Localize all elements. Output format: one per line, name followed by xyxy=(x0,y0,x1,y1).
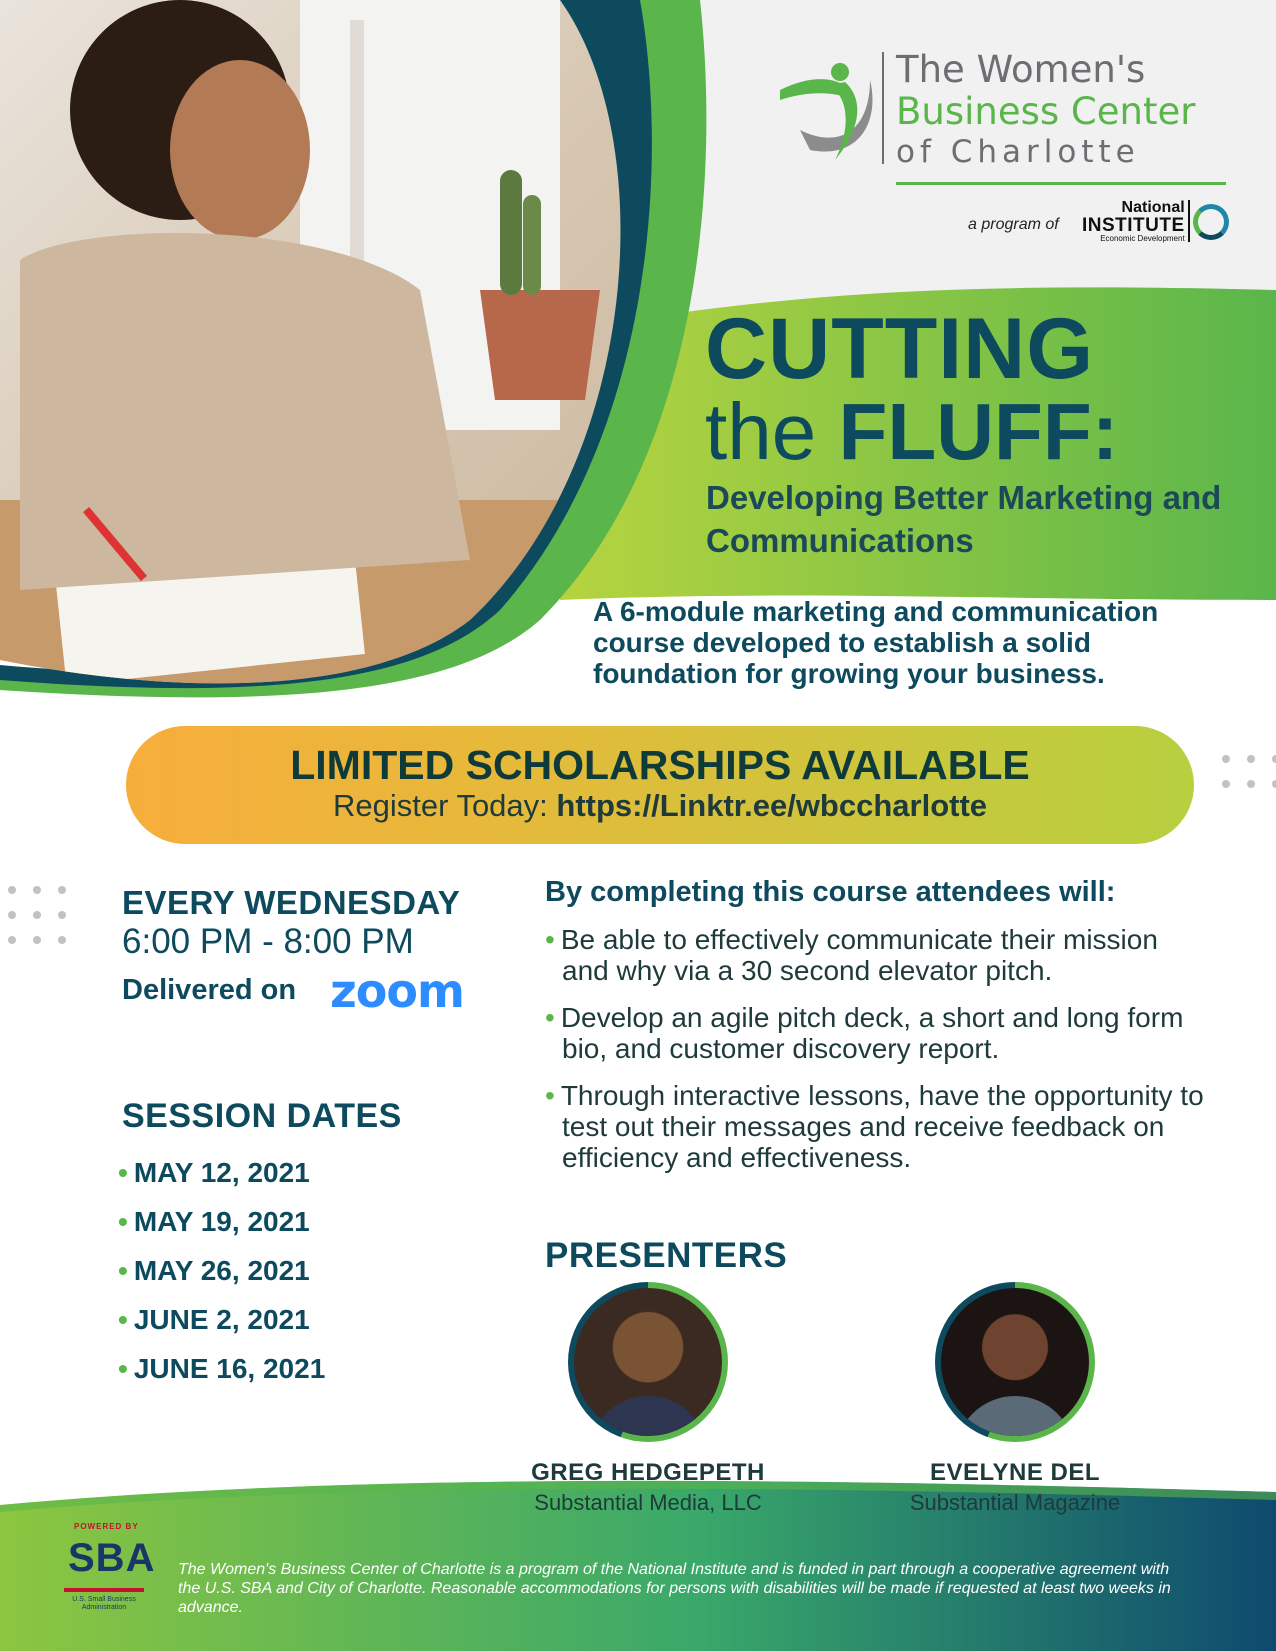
outcome-item: • Through interactive lessons, have the opportunity to test out their messages and receive feedback on efficiency and effectiveness. xyxy=(545,1080,1205,1173)
session-dates-heading: SESSION DATES xyxy=(122,1097,402,1135)
sba-mark: SBA xyxy=(68,1536,156,1580)
session-date: • JUNE 16, 2021 xyxy=(118,1344,325,1393)
logo-line-3: of Charlotte xyxy=(896,134,1140,170)
scholarship-banner xyxy=(126,726,1194,844)
presenter-name: GREG HEDGEPETH xyxy=(531,1459,765,1486)
logo-underline xyxy=(896,182,1226,185)
logo-divider xyxy=(882,52,884,164)
presenter-org: Substantial Media, LLC xyxy=(534,1490,762,1515)
presenter-photo-greg xyxy=(568,1282,728,1442)
scholarship-title: LIMITED SCHOLARSHIPS AVAILABLE xyxy=(290,742,1030,788)
logo-line-1: The Women's xyxy=(896,48,1146,91)
presenter-photo-evelyne xyxy=(935,1282,1095,1442)
zoom-logo: zoom xyxy=(330,964,464,1018)
program-of-label: a program of xyxy=(968,216,1059,233)
schedule-time: 6:00 PM - 8:00 PM xyxy=(122,922,414,961)
headline-subtitle: Developing Better Marketing and Communications xyxy=(706,479,1222,559)
presenter-name: EVELYNE DEL xyxy=(930,1459,1100,1486)
presenter-org: Substantial Magazine xyxy=(909,1490,1121,1515)
decorative-dots-right xyxy=(1222,755,1276,788)
register-label: Register Today: xyxy=(332,788,548,823)
headline-the-fluff xyxy=(705,387,1119,476)
national-institute-logo xyxy=(1082,200,1185,243)
headline-fluff: FLUFF: xyxy=(838,387,1119,476)
avatar xyxy=(941,1288,1089,1436)
ni-line-1: National xyxy=(1121,199,1185,216)
ni-ring-icon xyxy=(1193,204,1229,240)
logo-line-2: Business Center xyxy=(896,90,1196,133)
ni-divider xyxy=(1188,200,1190,242)
headline-cutting: CUTTING xyxy=(705,301,1095,397)
register-link[interactable]: https://Linktr.ee/wbccharlotte xyxy=(556,788,988,823)
sba-caption: U.S. Small Business Administration xyxy=(72,1596,136,1611)
decorative-dots-left xyxy=(8,886,66,944)
outcome-item: • Develop an agile pitch deck, a short and long form bio, and customer discovery report. xyxy=(545,1002,1205,1064)
footer-disclaimer: The Women's Business Center of Charlotte is a program of the National Institute and is funded in part through a cooperative agreement with the U.S. SBA and City of Charlotte. Reasonable accommodations for persons with disabilities will be made if requested at least two weeks in advance. xyxy=(178,1561,1171,1616)
avatar xyxy=(574,1288,722,1436)
session-date: • JUNE 2, 2021 xyxy=(118,1295,325,1344)
ni-line-3: Economic Development xyxy=(1100,234,1185,243)
session-date: • MAY 19, 2021 xyxy=(118,1197,325,1246)
session-date: • MAY 26, 2021 xyxy=(118,1246,325,1295)
headline-the: the xyxy=(705,387,817,476)
course-description: A 6-module marketing and communication course developed to establish a solid foundation for growing your business. xyxy=(593,596,1159,689)
delivered-label: Delivered on xyxy=(122,974,297,1006)
sba-underline xyxy=(64,1588,144,1592)
presenters-heading: PRESENTERS xyxy=(545,1236,788,1275)
outcomes-list xyxy=(545,924,1205,1189)
sba-powered-by: POWERED BY xyxy=(74,1522,139,1531)
ni-line-2: INSTITUTE xyxy=(1082,215,1185,236)
outcome-item: • Be able to effectively communicate their mission and why via a 30 second elevator pitch. xyxy=(545,924,1205,986)
register-line xyxy=(126,788,1194,824)
outcomes-heading: By completing this course attendees will: xyxy=(545,876,1116,908)
session-dates-list xyxy=(118,1148,325,1393)
session-date: • MAY 12, 2021 xyxy=(118,1148,325,1197)
schedule-day: EVERY WEDNESDAY xyxy=(122,884,461,921)
